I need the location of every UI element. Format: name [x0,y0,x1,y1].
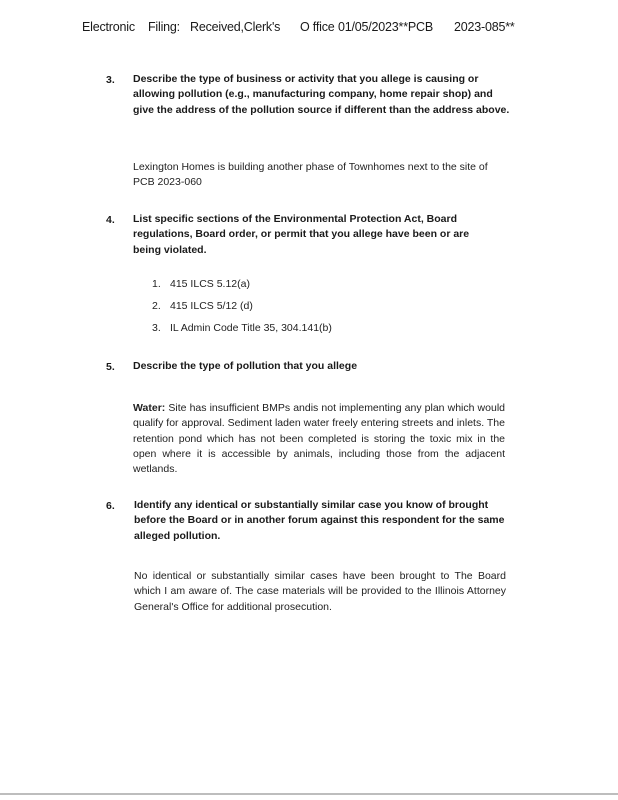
list-item [152,298,332,320]
header-case-number: 2023-085** [454,20,515,34]
section-4-question: List specific sections of the Environmental Protection Act, Board regulations, Board order, or permit that you allege have been or are being violated. [133,213,470,256]
section-6-number: 6. [106,500,115,512]
list-item-number: 3. [152,322,161,334]
list-item-text: 415 ILCS 5.12(a) [170,278,250,290]
section-6-answer: No identical or substantially similar cases have been brought to The Board which I am aware of. The case materials will be provided to the Illinois Attorney General's Office for additional prosecution. [134,570,506,613]
header-filing: Filing: [148,20,180,34]
section-4-number: 4. [106,214,115,226]
list-item-text: IL Admin Code Title 35, 304.141(b) [170,322,332,334]
section-3-number: 3. [106,74,115,86]
section-3-answer: Lexington Homes is building another phase of Townhomes next to the site of PCB 2023-060 [133,161,488,189]
section-6-question: Identify any identical or substantially similar case you know of brought before the Board or in another forum against this respondent for the same alleged pollution. [134,499,505,542]
page-bottom-rule [0,793,618,795]
section-5-question: Describe the type of pollution that you allege [133,360,358,372]
answer-body: Site has insufficient BMPs andis not implementing any plan which would qualify for approval. Sediment laden water freely entering streets and inlets. The retention pond which has not been completed is storing the toxic mix in the open where it is accessible by animals, including those from the adjacent wetlands. [133,402,505,476]
list-item-text: 415 ILCS 5/12 (d) [170,300,253,312]
list-item [152,276,332,298]
section-5-number: 5. [106,361,115,373]
answer-lead: Water: [133,402,166,414]
list-item-number: 1. [152,278,161,290]
list-item [152,320,332,342]
section-5-answer [133,401,505,477]
section-3-question: Describe the type of business or activity that you allege is causing or allowing pollution (e.g., manufacturing company, home repair shop) and give the address of the pollution source if different than the address above. [133,73,510,116]
header-received: Received,Clerk's [190,20,281,34]
header-office: O ffice [300,20,335,34]
list-item-number: 2. [152,300,161,312]
violations-list [152,276,332,342]
header-electronic: Electronic [82,20,135,34]
header-date: 01/05/2023**PCB [338,20,433,34]
